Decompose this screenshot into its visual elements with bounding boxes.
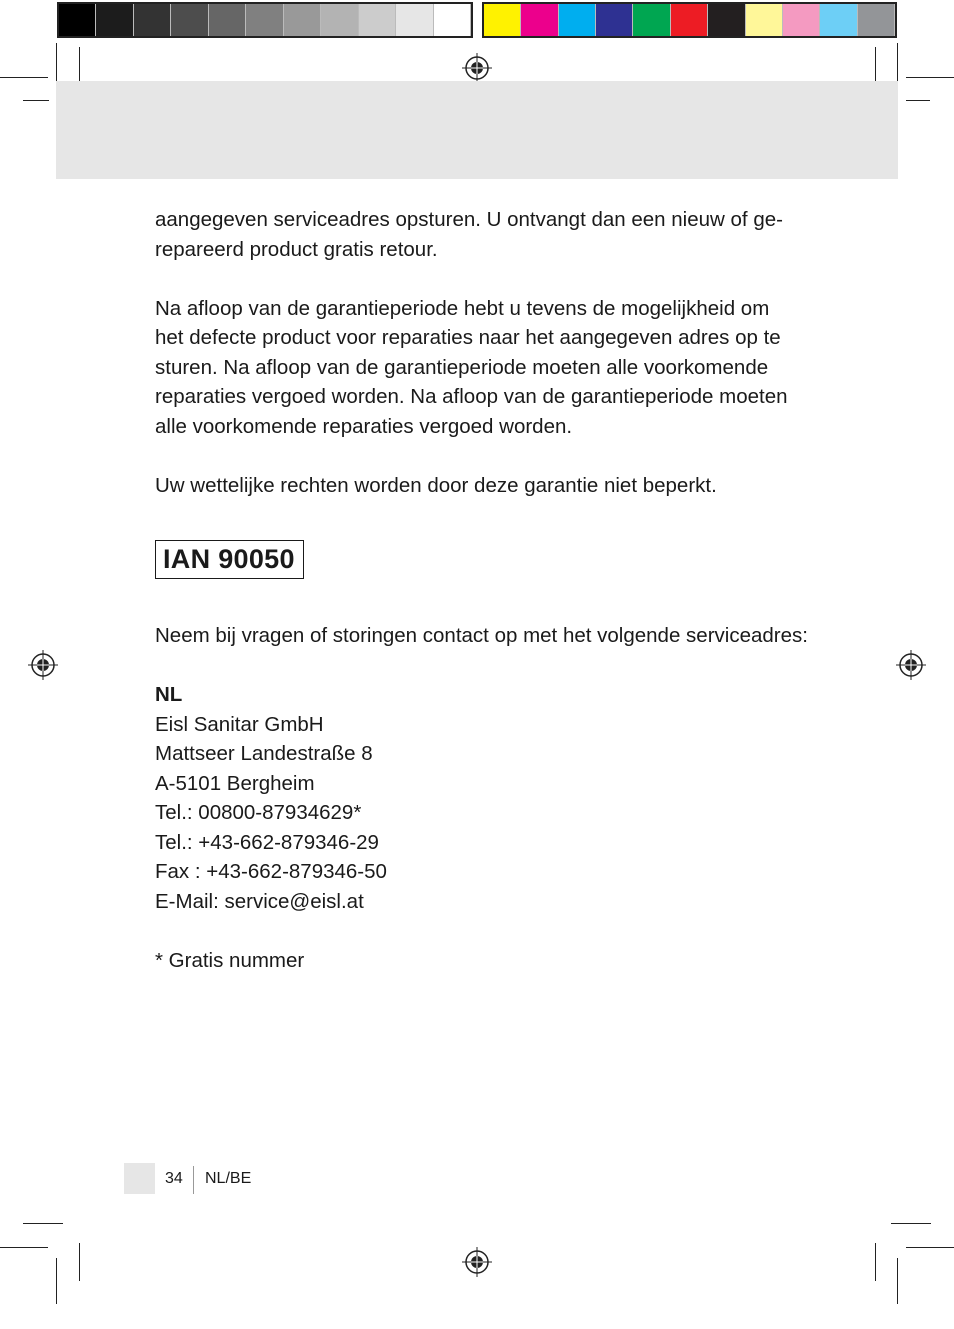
color-swatch bbox=[134, 4, 171, 36]
registration-mark-icon bbox=[462, 53, 492, 83]
color-swatch bbox=[783, 4, 820, 36]
footer-tab bbox=[124, 1163, 155, 1194]
body-line: Uw wettelijke rechten worden door deze garantie niet beperkt. bbox=[155, 473, 717, 497]
color-swatch bbox=[820, 4, 857, 36]
crop-mark bbox=[0, 1247, 48, 1248]
color-swatch bbox=[858, 4, 895, 36]
contact-fax: Fax : +43-662-879346-50 bbox=[155, 860, 387, 883]
color-swatch bbox=[484, 4, 521, 36]
registration-mark-icon bbox=[462, 1247, 492, 1277]
crop-mark bbox=[79, 1243, 80, 1281]
color-swatch bbox=[321, 4, 358, 36]
crop-mark bbox=[875, 1243, 876, 1281]
body-line: alle voorkomende reparaties vergoed worden. bbox=[155, 414, 573, 438]
color-swatch bbox=[671, 4, 708, 36]
color-swatch bbox=[359, 4, 396, 36]
page-content bbox=[155, 205, 815, 975]
color-swatch bbox=[521, 4, 558, 36]
ian-number-box: IAN 90050 bbox=[155, 540, 304, 579]
color-swatch bbox=[708, 4, 745, 36]
color-swatch bbox=[596, 4, 633, 36]
contact-street: Mattseer Landestraße 8 bbox=[155, 742, 373, 765]
body-line: het defecte product voor reparaties naar het aangegeven adres op te bbox=[155, 326, 781, 349]
grayscale-color-bar bbox=[57, 2, 473, 38]
crop-mark bbox=[906, 1247, 954, 1248]
page-number: 34 bbox=[165, 1170, 183, 1187]
contact-city: A-5101 Bergheim bbox=[155, 771, 315, 795]
footnote: * Gratis nummer bbox=[155, 948, 305, 972]
color-swatch bbox=[559, 4, 596, 36]
crop-mark bbox=[897, 1258, 898, 1304]
crop-mark bbox=[906, 100, 930, 101]
color-swatch bbox=[171, 4, 208, 36]
color-swatch bbox=[59, 4, 96, 36]
footer-language: NL/BE bbox=[205, 1170, 252, 1187]
crop-mark bbox=[906, 77, 954, 78]
contact-tel: Tel.: +43-662-879346-29 bbox=[155, 830, 379, 854]
color-swatch bbox=[434, 4, 471, 36]
registration-mark-icon bbox=[896, 650, 926, 680]
contact-country: NL bbox=[155, 683, 183, 706]
color-swatch bbox=[246, 4, 283, 36]
body-line: aangegeven serviceadres opsturen. U ontvangt dan een nieuw of ge- bbox=[155, 208, 783, 231]
contact-intro: Neem bij vragen of storingen contact op met het volgende serviceadres: bbox=[155, 624, 808, 647]
color-swatch bbox=[209, 4, 246, 36]
color-swatch bbox=[396, 4, 433, 36]
crop-mark bbox=[0, 77, 48, 78]
crop-mark bbox=[23, 1223, 63, 1224]
color-swatch bbox=[746, 4, 783, 36]
body-line: sturen. Na afloop van de garantieperiode moeten alle voorkomende bbox=[155, 355, 769, 379]
crop-mark bbox=[891, 1223, 931, 1224]
body-line: reparaties vergoed worden. Na afloop van de garantieperiode moeten bbox=[155, 385, 788, 408]
crop-mark bbox=[56, 1258, 57, 1304]
registration-mark-icon bbox=[28, 650, 58, 680]
body-line: Na afloop van de garantieperiode hebt u tevens de mogelijkheid om bbox=[155, 296, 770, 320]
color-swatch bbox=[284, 4, 321, 36]
footer-divider bbox=[193, 1166, 194, 1194]
crop-mark bbox=[23, 100, 49, 101]
color-swatch bbox=[96, 4, 133, 36]
contact-tel: Tel.: 00800-87934629* bbox=[155, 801, 362, 824]
header-band bbox=[56, 81, 898, 179]
contact-company: Eisl Sanitar GmbH bbox=[155, 712, 324, 736]
color-swatch bbox=[633, 4, 670, 36]
body-line: repareerd product gratis retour. bbox=[155, 237, 438, 261]
process-color-bar bbox=[482, 2, 897, 38]
contact-email: E-Mail: service@eisl.at bbox=[155, 889, 364, 913]
